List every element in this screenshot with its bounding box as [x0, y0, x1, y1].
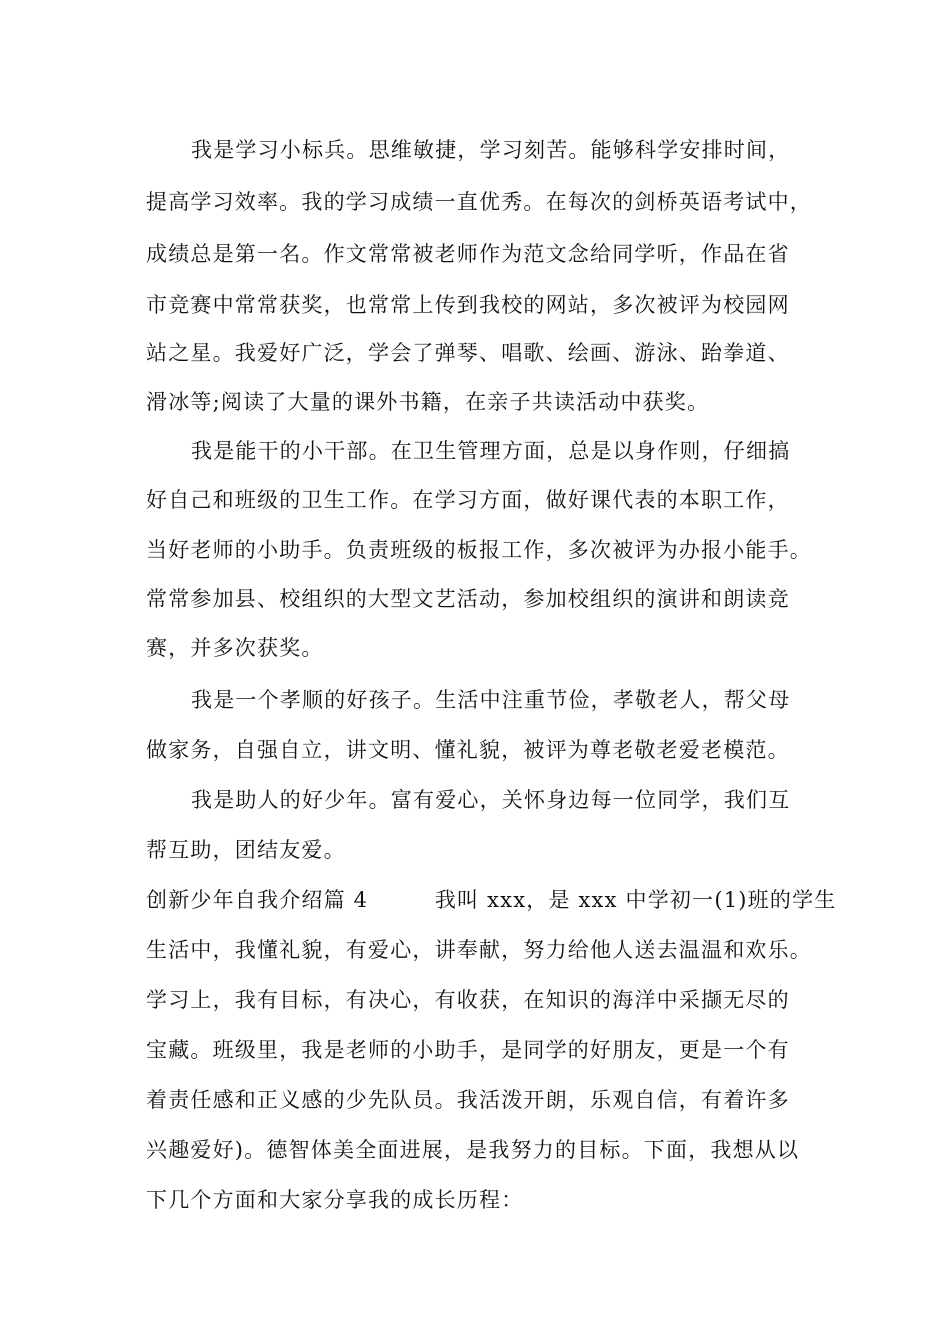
text-line: 我是能干的小干部。在卫生管理方面，总是以身作则，仔细搞 — [191, 439, 791, 463]
text-line: 我是助人的好少年。富有爱心，关怀身边每一位同学，我们互 — [191, 788, 791, 812]
text-line: 着责任感和正义感的少先队员。我活泼开朗，乐观自信，有着许多 — [146, 1088, 790, 1112]
text-line: 我是一个孝顺的好孩子。生活中注重节俭，孝敬老人，帮父母 — [191, 688, 791, 712]
section-heading-line: 创新少年自我介绍篇 4 我叫 xxx，是 xxx 中学初一(1)班的学生 — [146, 888, 837, 912]
text-line: 学习上，我有目标，有决心，有收获，在知识的海洋中采撷无尽的 — [146, 988, 790, 1012]
text-line: 赛，并多次获奖。 — [146, 636, 324, 660]
text-line: 常常参加县、校组织的大型文艺活动，参加校组织的演讲和朗读竞 — [146, 587, 790, 611]
text-line: 下几个方面和大家分享我的成长历程： — [146, 1188, 524, 1212]
text-line: 提高学习效率。我的学习成绩一直优秀。在每次的剑桥英语考试中， — [146, 190, 812, 214]
text-line: 当好老师的小助手。负责班级的板报工作，多次被评为办报小能手。 — [146, 538, 812, 562]
text-line: 市竞赛中常常获奖，也常常上传到我校的网站，多次被评为校园网 — [146, 293, 790, 317]
text-line: 宝藏。班级里，我是老师的小助手，是同学的好朋友，更是一个有 — [146, 1038, 790, 1062]
text-line: 滑冰等;阅读了大量的课外书籍，在亲子共读活动中获奖。 — [146, 390, 710, 414]
text-line: 站之星。我爱好广泛，学会了弹琴、唱歌、绘画、游泳、跆拳道、 — [146, 341, 790, 365]
text-line: 我是学习小标兵。思维敏捷，学习刻苦。能够科学安排时间， — [191, 138, 791, 162]
text-line: 好自己和班级的卫生工作。在学习方面，做好课代表的本职工作， — [146, 488, 790, 512]
text-line: 成绩总是第一名。作文常常被老师作为范文念给同学听，作品在省 — [146, 242, 790, 266]
text-line: 生活中，我懂礼貌，有爱心，讲奉献，努力给他人送去温温和欢乐。 — [146, 938, 812, 962]
text-line: 帮互助，团结友爱。 — [146, 838, 346, 862]
text-line: 做家务，自强自立，讲文明、懂礼貌，被评为尊老敬老爱老模范。 — [146, 738, 790, 762]
text-line: 兴趣爱好)。德智体美全面进展，是我努力的目标。下面，我想从以 — [146, 1138, 800, 1162]
